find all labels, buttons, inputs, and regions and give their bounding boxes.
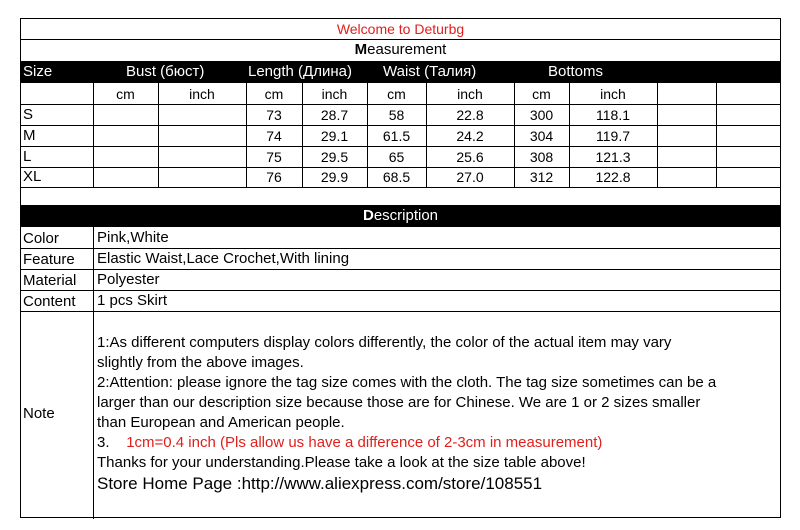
divider: [21, 248, 780, 249]
unit-waist-cm: cm: [387, 86, 406, 102]
row-waist-cm: 68.5: [382, 169, 411, 185]
note-conversion-text: 1cm=0.4 inch (Pls allow us have a difference of 2-3cm in measurement): [126, 434, 603, 451]
welcome-title: Welcome to Deturbg: [336, 21, 465, 37]
unit-waist-inch: inch: [457, 86, 483, 102]
row-waist-cm: 61.5: [382, 128, 411, 144]
color-value: Pink,White: [97, 229, 169, 246]
row-length-inch: 29.5: [320, 149, 349, 165]
row-bottoms-inch: 122.8: [595, 169, 631, 185]
store-home-link[interactable]: Store Home Page :http://www.aliexpress.com/store/108551: [97, 474, 543, 493]
divider: [21, 290, 780, 291]
row-size: S: [23, 106, 34, 123]
unit-bottoms-inch: inch: [600, 86, 626, 102]
description-heading: [21, 205, 780, 227]
row-length-inch: 28.7: [320, 107, 349, 123]
col-bottoms: Bottoms: [548, 63, 604, 80]
note-label: Note: [23, 405, 55, 422]
unit-length-cm: cm: [264, 86, 284, 102]
color-label: Color: [23, 230, 59, 247]
measurement-initial: M: [354, 41, 368, 58]
divider: [21, 187, 780, 188]
col-size: Size: [23, 63, 53, 80]
description-rest: escription: [373, 207, 439, 224]
grid-line: [716, 83, 717, 187]
measurement-header-row: [21, 61, 780, 83]
note-line: 1:As different computers display colors differently, the color of the actual item may vary: [97, 334, 672, 351]
row-waist-inch: 25.6: [456, 149, 484, 165]
unit-bust-cm: cm: [116, 86, 135, 102]
row-length-cm: 76: [266, 169, 282, 185]
content-value: 1 pcs Skirt: [97, 292, 168, 309]
row-size: L: [23, 148, 32, 165]
col-length: Length (Длина): [248, 63, 352, 80]
description-initial: D: [362, 207, 374, 224]
row-bottoms-cm: 308: [529, 149, 554, 165]
note-line: than European and American people.: [97, 414, 345, 431]
row-waist-inch: 24.2: [456, 128, 484, 144]
measurement-heading: [21, 40, 780, 60]
feature-label: Feature: [23, 251, 75, 268]
row-bottoms-cm: 300: [529, 107, 554, 123]
row-waist-cm: 65: [388, 149, 405, 165]
col-bust: Bust (бюст): [126, 63, 205, 80]
note-line: larger than our description size because those are for Chinese. We are 1 or 2 sizes smaller: [97, 394, 701, 411]
material-label: Material: [23, 272, 77, 289]
note-line-3-number: 3.: [97, 434, 110, 451]
row-length-cm: 75: [266, 149, 282, 165]
unit-length-inch: inch: [321, 86, 348, 102]
note-line: slightly from the above images.: [97, 354, 304, 371]
row-length-cm: 74: [266, 128, 282, 144]
divider: [21, 311, 780, 312]
row-waist-inch: 27.0: [456, 169, 484, 185]
unit-bust-inch: inch: [189, 86, 215, 102]
row-bottoms-inch: 121.3: [595, 149, 631, 165]
material-value: Polyester: [97, 271, 160, 288]
unit-bottoms-cm: cm: [532, 86, 551, 102]
grid-line: [93, 227, 94, 519]
row-waist-cm: 58: [388, 107, 405, 123]
content-label: Content: [23, 293, 76, 310]
row-bottoms-cm: 304: [529, 128, 554, 144]
note-line-3: [97, 433, 777, 453]
divider: [21, 269, 780, 270]
size-chart-sheet: [20, 18, 781, 518]
row-length-inch: 29.1: [320, 128, 349, 144]
note-line: 2:Attention: please ignore the tag size comes with the cloth. The tag size sometimes can be a: [97, 374, 717, 391]
row-bottoms-cm: 312: [529, 169, 554, 185]
row-bottoms-inch: 119.7: [596, 128, 630, 144]
grid-line: [657, 83, 658, 187]
feature-value: Elastic Waist,Lace Crochet,With lining: [97, 250, 350, 267]
row-waist-inch: 22.8: [456, 107, 484, 123]
row-length-inch: 29.9: [320, 169, 349, 185]
note-line: Thanks for your understanding.Please take a look at the size table above!: [97, 454, 586, 471]
row-bottoms-inch: 118.1: [596, 107, 630, 123]
row-length-cm: 73: [266, 107, 282, 123]
col-waist: Waist (Талия): [383, 63, 477, 80]
row-size: M: [23, 127, 36, 144]
row-size: XL: [23, 168, 42, 185]
measurement-rest: easurement: [367, 41, 447, 58]
